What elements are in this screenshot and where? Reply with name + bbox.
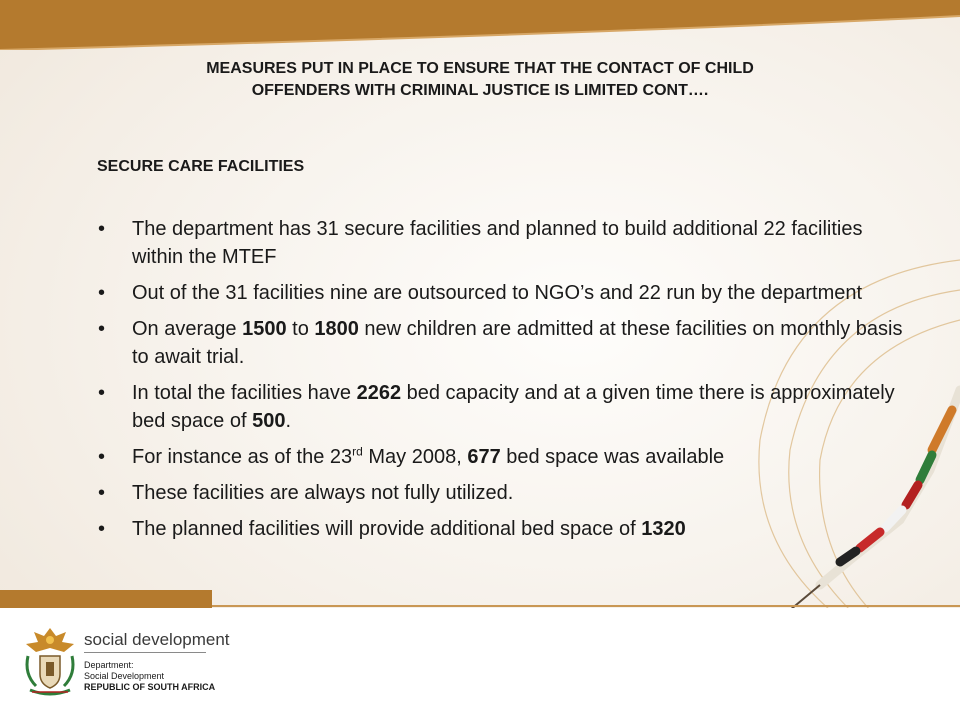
bullet-4-bold-1: 2262 (356, 382, 402, 404)
bullet-2-text: Out of the 31 facilities nine are outsourced to NGO’s and 22 run by the department (132, 282, 863, 304)
department-label: Department: (84, 660, 134, 670)
bullet-4-post: . (285, 410, 292, 432)
bullet-3-post: new children are admitted at these facilities on monthly basis to await trial. (132, 318, 903, 368)
title-line-1: MEASURES PUT IN PLACE TO ENSURE THAT THE CONTACT OF CHILD (206, 60, 754, 77)
bullet-6-text: These facilities are always not fully utilized. (132, 482, 514, 504)
bullet-3-bold-2: 1800 (314, 318, 359, 340)
footer-band (0, 608, 960, 720)
brand-divider (84, 652, 206, 653)
bullet-item-6 (96, 479, 906, 507)
bullet-list (96, 215, 906, 551)
bullet-1-text: The department has 31 secure facilities and planned to build additional 22 facilities within the MTEF (132, 218, 863, 268)
bullet-item-4 (96, 379, 906, 435)
bullet-7-pre: The planned facilities will provide additional bed space of (132, 518, 642, 540)
bullet-item-3 (96, 315, 906, 371)
bullet-4-mid: bed capacity and at a given time there is approximately bed space of (132, 382, 895, 432)
bullet-5-mid: May 2008, (362, 446, 468, 468)
bullet-7-bold: 1320 (641, 518, 686, 540)
footer-divider-line (212, 605, 960, 607)
section-subtitle: SECURE CARE FACILITIES (97, 158, 305, 175)
country-name: REPUBLIC OF SOUTH AFRICA (84, 682, 216, 692)
department-name: Social Development (84, 671, 165, 681)
footer-accent-bar (0, 590, 212, 608)
bullet-3-mid: to (286, 318, 315, 340)
bullet-5-superscript: rd (352, 444, 363, 459)
bullet-4-bold-2: 500 (252, 410, 286, 432)
bullet-item-7 (96, 515, 906, 543)
bullet-item-1 (96, 215, 906, 271)
bullet-item-5 (96, 443, 906, 471)
title-line-2: OFFENDERS WITH CRIMINAL JUSTICE IS LIMITED CONT…. (251, 82, 709, 99)
brand-name: social development (84, 630, 230, 649)
bullet-3-bold-1: 1500 (242, 318, 287, 340)
bullet-5-pre: For instance as of the 23 (132, 446, 353, 468)
bullet-item-2 (96, 279, 906, 307)
top-decorative-bar (0, 0, 960, 50)
bullet-5-post: bed space was available (500, 446, 725, 468)
bullet-3-pre: On average (132, 318, 243, 340)
slide-title (60, 58, 900, 102)
coat-of-arms-icon (22, 626, 78, 698)
bullet-4-pre: In total the facilities have (132, 382, 357, 404)
bullet-5-bold: 677 (467, 446, 501, 468)
